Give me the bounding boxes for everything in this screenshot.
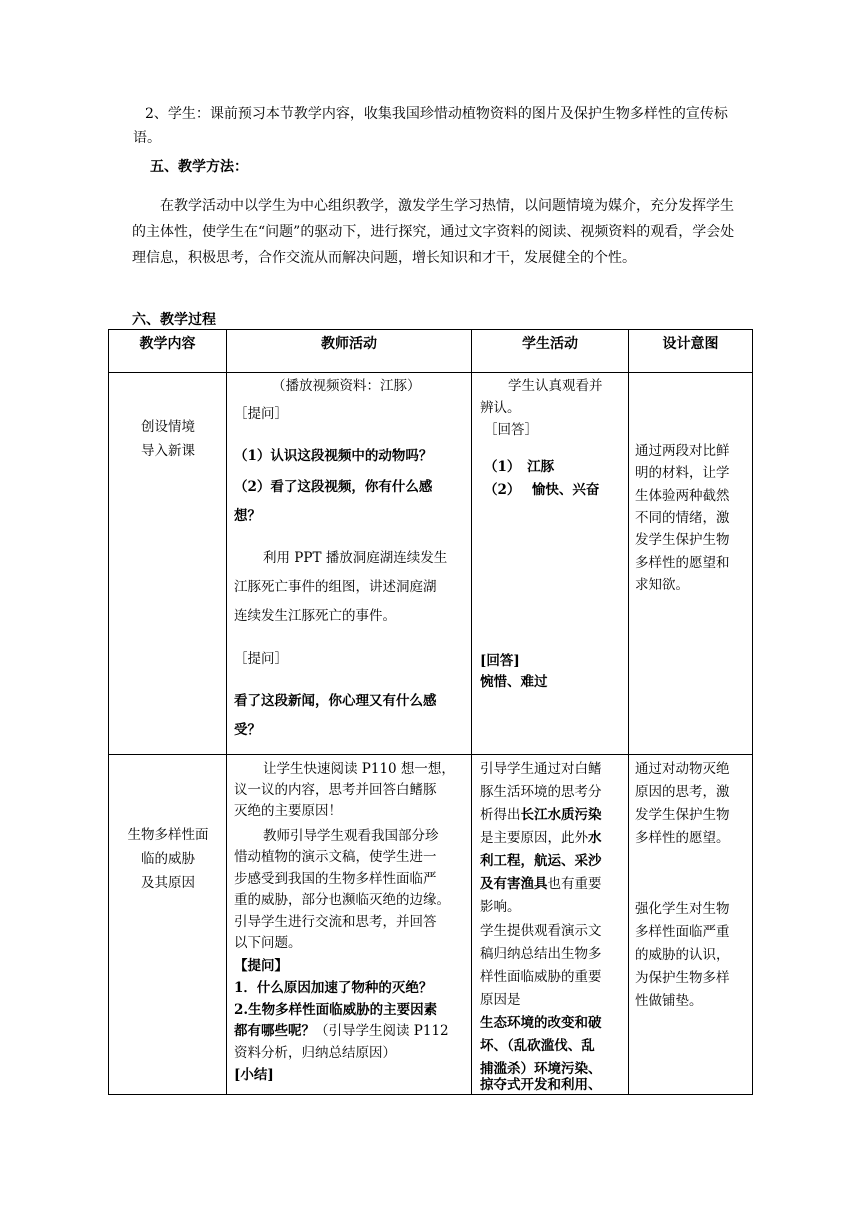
intent-line: 通过两段对比鲜 [635, 443, 730, 459]
student-line: 豚生活环境的思考分 [480, 784, 602, 800]
intent-line: 多样性面临严重 [635, 924, 730, 940]
teacher-line: 想？ [234, 508, 261, 524]
intent-line: 不同的情绪，激 [635, 510, 730, 526]
intent-line: 的威胁的认识， [635, 947, 730, 963]
intent-line: 强化学生对生物 [635, 901, 730, 917]
teacher-line: [小结] [234, 1067, 274, 1083]
student-line: 掠夺式开发和利用、 [480, 1077, 602, 1093]
teaching-process-table [108, 329, 753, 1095]
row1-teacher-cell [227, 373, 472, 755]
row2-content-cell [109, 755, 227, 1095]
header-content: 教学内容 [109, 330, 227, 373]
student-line [480, 874, 602, 894]
table-header-row [109, 330, 753, 373]
teacher-line: （2）看了这段视频，你有什么感 [234, 479, 433, 495]
teacher-line [234, 1021, 449, 1041]
student-line: 辨认。 [480, 400, 521, 416]
teacher-line: 惜动植物的演示文稿，使学生进一 [234, 849, 437, 865]
student-text: 析得出 [480, 807, 521, 823]
student-line: [回答] [480, 653, 520, 669]
table-row [109, 373, 753, 755]
student-line: 利工程，航运、采沙 [480, 853, 602, 869]
intent-line: 为保护生物多样 [635, 970, 730, 986]
intent-line: 明的材料，让学 [635, 465, 730, 481]
student-line: 生态环境的改变和破 [480, 1015, 602, 1031]
student-line: 学生认真观看并 [508, 378, 603, 394]
teacher-line: ［提问］ [234, 651, 288, 667]
teacher-line: 教师引导学生观看我国部分珍 [263, 828, 439, 844]
student-line [480, 828, 602, 848]
teacher-line: 议一议的内容，思考并回答白鳍豚 [234, 782, 437, 798]
intent-line: 多样性的愿望和 [635, 555, 730, 571]
teacher-line: 以下问题。 [234, 935, 302, 951]
row2-student-cell [472, 755, 629, 1095]
teacher-line: 2.生物多样性面临威胁的主要因素 [234, 1002, 438, 1018]
teaching-method-paragraph: 在教学活动中以学生为中心组织教学，激发学生学习热情，以问题情境为媒介，充分发挥学生的主体性，使学生在“问题”的驱动下，进行探究，通过文字资料的阅读、视频资料的观看，学会处理信息，积极思考，合作交流从而解决问题，增长知识和才干，发展健全的个性。 [132, 198, 735, 266]
student-line: 学生提供观看演示文 [480, 923, 602, 939]
student-line [480, 805, 602, 825]
teacher-line: 步感受到我国的生物多样性面临严 [234, 871, 437, 887]
student-bold: 及有害渔具 [480, 876, 548, 892]
student-line: 引导学生通过对白鳍 [480, 761, 602, 777]
intent-line: 通过对动物灭绝 [635, 761, 730, 777]
teacher-line: ［提问］ [234, 406, 288, 422]
intent-line: 发学生保护生物 [635, 532, 730, 548]
student-line: 捕滥杀）环境污染、 [480, 1061, 602, 1077]
student-line: 影响。 [480, 899, 521, 915]
intent-line: 求知欲。 [635, 577, 689, 593]
teacher-question-bold: 都有哪些呢？ [234, 1023, 315, 1039]
section6-title: 六、教学过程 [132, 312, 216, 328]
teacher-line: 灭绝的主要原因！ [234, 803, 342, 819]
row2-content-line: 临的威胁 [141, 851, 195, 867]
student-line: 样性面临威胁的重要 [480, 969, 602, 985]
row1-content-line: 创设情境 [141, 419, 195, 435]
intent-line: 性做铺垫。 [635, 993, 703, 1009]
student-line: ［回答］ [484, 422, 538, 438]
intent-line: 多样性的愿望。 [635, 830, 730, 846]
teacher-question-note: （引导学生阅读 P112 [315, 1023, 449, 1039]
header-intent: 设计意图 [629, 330, 753, 373]
teacher-line: 利用 PPT 播放洞庭湖连续发生 [263, 550, 448, 566]
row1-content-line: 导入新课 [141, 443, 195, 459]
row1-intent-cell [629, 373, 753, 755]
intent-line: 生体验两种截然 [635, 488, 730, 504]
intent-line: 发学生保护生物 [635, 807, 730, 823]
teacher-line: 看了这段新闻，你心理又有什么感 [234, 693, 437, 709]
student-text: 是主要原因，此外 [480, 830, 588, 846]
student-line: 惋惜、难过 [480, 674, 548, 690]
student-bold: 水 [588, 830, 602, 846]
row1-student-cell [472, 373, 629, 755]
student-text: 也有重要 [547, 876, 602, 892]
row1-content-cell [109, 373, 227, 755]
teacher-line: 重的威胁，部分也濒临灭绝的边缘。 [234, 892, 450, 908]
teacher-line: 资料分析，归纳总结原因） [234, 1045, 396, 1061]
teacher-line: 让学生快速阅读 P110 想一想， [263, 761, 455, 777]
row2-content-line: 及其原因 [141, 875, 195, 891]
teacher-line: 【提问】 [234, 958, 288, 974]
header-teacher: 教师活动 [227, 330, 472, 373]
student-line: （1） 江豚 [484, 459, 555, 475]
teacher-line: （播放视频资料：江豚） [272, 378, 421, 394]
teacher-line: 1．什么原因加速了物种的灭绝？ [234, 980, 433, 996]
teacher-line: 受？ [234, 722, 261, 738]
teacher-line: 连续发生江豚死亡的事件。 [234, 608, 396, 624]
table-row [109, 755, 753, 1095]
student-bold: 长江水质污染 [520, 807, 602, 823]
intent-line: 原因的思考，激 [635, 784, 730, 800]
row2-teacher-cell [227, 755, 472, 1095]
student-line: 稿归纳总结出生物多 [480, 946, 602, 962]
row2-content-line: 生物多样性面 [127, 827, 209, 843]
student-line: （2） 愉快、兴奋 [484, 482, 600, 498]
header-student: 学生活动 [472, 330, 629, 373]
teacher-line: 江豚死亡事件的组图，讲述洞庭湖 [234, 579, 437, 595]
student-line: 坏、（乱砍滥伐、乱 [480, 1038, 595, 1054]
teacher-line: 引导学生进行交流和思考，并回答 [234, 914, 437, 930]
section5-title: 五、教学方法： [150, 159, 248, 175]
row2-intent-cell [629, 755, 753, 1095]
prep-students-paragraph: 2、学生：课前预习本节教学内容，收集我国珍惜动植物资料的图片及保护生物多样性的宣传标语。 [133, 106, 728, 146]
student-line: 原因是 [480, 992, 521, 1008]
teacher-line: （1）认识这段视频中的动物吗？ [234, 448, 433, 464]
